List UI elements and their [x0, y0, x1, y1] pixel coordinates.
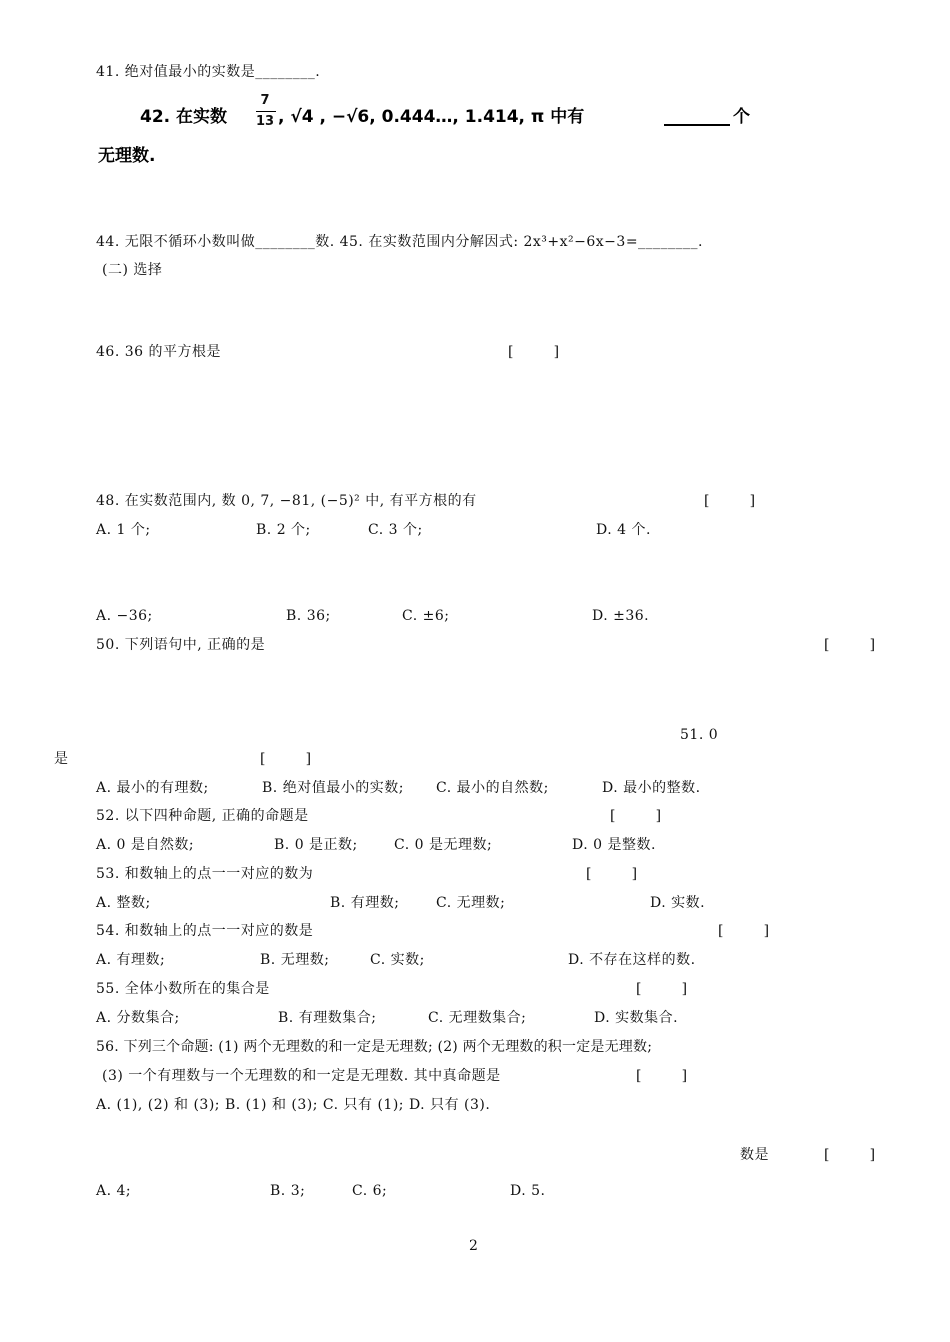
question-48: 48. 在实数范围内, 数 0, 7, −81, (−5)² 中, 有平方根的有	[96, 493, 477, 509]
option-d: D. 0 是整数.	[572, 837, 656, 853]
fraction-bar	[256, 111, 276, 112]
page-number: 2	[469, 1238, 479, 1254]
option-b: B. 绝对值最小的实数;	[262, 780, 404, 796]
option-a: A. 1 个;	[96, 522, 151, 538]
question-41: 41. 绝对值最小的实数是________.	[96, 64, 321, 80]
question-57-fragment: 数是	[740, 1147, 769, 1163]
option-d: D. 实数集合.	[594, 1010, 679, 1026]
answer-blank-line	[664, 124, 730, 126]
question-53: 53. 和数轴上的点一一对应的数为	[96, 866, 314, 882]
option-a: A. 分数集合;	[96, 1010, 180, 1026]
option-c: C. 无理数;	[436, 895, 506, 911]
answer-bracket: [ ]	[636, 981, 688, 997]
option-c: C. 实数;	[370, 952, 425, 968]
option-a: A. 整数;	[96, 895, 151, 911]
answer-bracket: [ ]	[824, 1147, 876, 1163]
option-d: D. 不存在这样的数.	[568, 952, 696, 968]
question-46: 46. 36 的平方根是	[96, 344, 221, 360]
option-b: B. 3;	[270, 1183, 306, 1199]
question-44-45: 44. 无限不循环小数叫做________数. 45. 在实数范围内分解因式: 2x³+x²−6x−3=________.	[96, 234, 704, 250]
option-c: C. ±6;	[402, 608, 450, 624]
option-d: D. 最小的整数.	[602, 780, 701, 796]
answer-bracket: [ ]	[718, 923, 770, 939]
option-c: C. 0 是无理数;	[394, 837, 493, 853]
option-b: B. 有理数;	[330, 895, 400, 911]
option-c: C. 无理数集合;	[428, 1010, 527, 1026]
option-c: C. 最小的自然数;	[436, 780, 549, 796]
section-heading: (二) 选择	[102, 262, 163, 278]
option-d: D. 实数.	[650, 895, 706, 911]
option-b: B. 0 是正数;	[274, 837, 358, 853]
option-a: A. 最小的有理数;	[96, 780, 209, 796]
question-42-items: , √4 , −√6, 0.444…, 1.414, π 中有	[278, 107, 585, 127]
option-a: A. 有理数;	[96, 952, 166, 968]
question-51-is: 是	[54, 751, 69, 767]
answer-bracket: [ ]	[704, 493, 756, 509]
option-b: B. 36;	[286, 608, 331, 624]
option-b: B. 有理数集合;	[278, 1010, 377, 1026]
option-c: C. 6;	[352, 1183, 388, 1199]
question-52: 52. 以下四种命题, 正确的命题是	[96, 808, 309, 824]
fraction-numerator: 7	[260, 93, 270, 108]
question-56-line2: (3) 一个有理数与一个无理数的和一定是无理数. 其中真命题是	[102, 1068, 501, 1084]
question-42-suffix: 个	[733, 107, 750, 127]
option-b: B. 无理数;	[260, 952, 330, 968]
option-d: D. 4 个.	[596, 522, 651, 538]
question-56-options: A. (1), (2) 和 (3); B. (1) 和 (3); C. 只有 (1); D. 只有 (3).	[96, 1097, 491, 1113]
fraction-denominator: 13	[255, 114, 275, 129]
option-d: D. 5.	[510, 1183, 546, 1199]
option-b: B. 2 个;	[256, 522, 311, 538]
option-a: A. 4;	[96, 1183, 132, 1199]
question-55: 55. 全体小数所在的集合是	[96, 981, 270, 997]
question-51-number: 51. 0	[680, 727, 719, 743]
question-50: 50. 下列语句中, 正确的是	[96, 637, 266, 653]
answer-bracket: [ ]	[636, 1068, 688, 1084]
question-56-line1: 56. 下列三个命题: (1) 两个无理数的和一定是无理数; (2) 两个无理数的积一定是无理数;	[96, 1039, 653, 1055]
answer-bracket: [ ]	[260, 751, 312, 767]
question-42-line2: 无理数.	[98, 146, 156, 166]
option-a: A. 0 是自然数;	[96, 837, 195, 853]
answer-bracket: [ ]	[610, 808, 662, 824]
question-54: 54. 和数轴上的点一一对应的数是	[96, 923, 314, 939]
answer-bracket: [ ]	[586, 866, 638, 882]
option-c: C. 3 个;	[368, 522, 423, 538]
option-d: D. ±36.	[592, 608, 650, 624]
answer-bracket: [ ]	[824, 637, 876, 653]
answer-bracket: [ ]	[508, 344, 560, 360]
option-a: A. −36;	[96, 608, 153, 624]
question-42-prefix: 42. 在实数	[140, 107, 228, 127]
